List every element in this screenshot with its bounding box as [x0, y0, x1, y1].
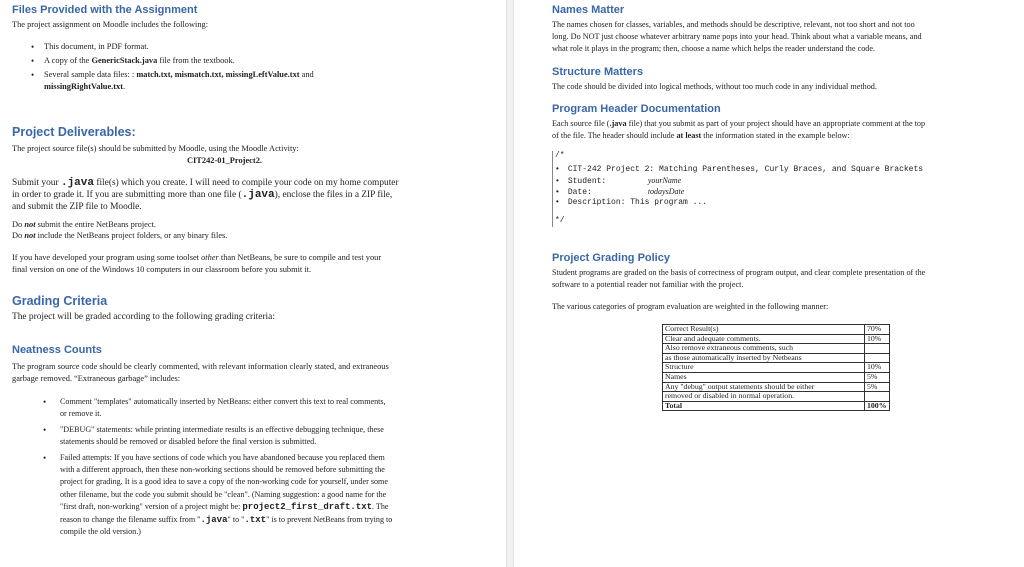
grading-category: as those automatically inserted by Netbeans [663, 353, 865, 363]
neatness-item-templates: • Comment "templates" automatically inserted by NetBeans: either convert this text to real comments, or remove it. [43, 397, 386, 419]
bullet-icon: • [31, 70, 35, 80]
grading-category: Total [663, 401, 865, 411]
code-line-student: • Student: yourName [555, 176, 682, 186]
grading-weight: 5% [865, 382, 890, 392]
grading-weight: 10% [865, 363, 890, 373]
grading-weight: 100% [865, 401, 890, 411]
right-page [514, 0, 1024, 567]
bullet-icon: • [43, 397, 47, 407]
deliverables-heading: Project Deliverables: [12, 125, 136, 139]
grading-table-row [663, 372, 890, 382]
policy-weights-intro: The various categories of program evaluation are weighted in the following manner: [552, 302, 829, 311]
grading-category: Structure [663, 363, 865, 373]
header-code-example: /* • CIT-242 Project 2: Matching Parentheses, Curly Braces, and Square Brackets • Student: yourName • Date: todaysDate • Description: This program ... */ [552, 151, 993, 227]
code-line-date: • Date: todaysDate [555, 187, 685, 197]
files-list [31, 41, 484, 93]
donot-project: Do not submit the entire NetBeans project. [12, 220, 157, 229]
bullet-icon: • [43, 452, 47, 463]
grading-weight [865, 392, 890, 402]
grading-category: Clear and adequate comments. [663, 334, 865, 344]
header-doc-text: Each source file (.java file) that you submit as part of your project should have an appropriate comment at the top of the file. The header should include at least the information stated in the example below: [552, 119, 926, 140]
grading-table-row [663, 363, 890, 373]
files-heading: Files Provided with the Assignment [12, 4, 198, 16]
neatness-text: The program source code should be clearly commented, with relevant information clearly stated, and extraneous garbage removed. “Extraneous garbage” includes: [12, 362, 389, 383]
code-line-description: • Description: This program ... [555, 198, 708, 207]
donot-folders: Do not include the NetBeans project folders, or any binary files. [12, 231, 228, 240]
page-gutter [506, 0, 514, 567]
neatness-heading: Neatness Counts [12, 344, 102, 356]
neatness-list [43, 396, 498, 538]
toolset-note: If you have developed your program using some toolset other than NetBeans, be sure to compile and test your final version on one of the Windows 10 computers in our classroom before you submit it. [12, 253, 382, 274]
bullet-icon: • [43, 424, 47, 435]
neatness-item-debug: • "DEBUG" statements: while printing intermediate results is an effective debugging technique, these statements should be removed or disabled before the final version is submitted. [43, 424, 384, 447]
policy-heading: Project Grading Policy [552, 252, 670, 264]
grading-weight: 70% [865, 325, 890, 335]
grading-table-row [663, 401, 890, 411]
structure-heading: Structure Matters [552, 66, 644, 78]
grading-weight [865, 344, 890, 354]
grading-table-row [663, 344, 890, 354]
deliverables-text: The project source file(s) should be submitted by Moodle, using the Moodle Activity: [12, 144, 299, 153]
files-item-stack: • A copy of the GenericStack.java file from the textbook. [31, 56, 235, 66]
grading-weight: 10% [865, 334, 890, 344]
grading-category: Any "debug" output statements should be either [663, 382, 865, 392]
grading-text: The project will be graded according to the following grading criteria: [12, 312, 275, 322]
grading-heading: Grading Criteria [12, 294, 108, 308]
structure-text: The code should be divided into logical methods, without too much code in any individual method. [552, 82, 877, 91]
names-heading: Names Matter [552, 4, 625, 16]
neatness-item-failed: • Failed attempts: If you have sections of code which you have abandoned because you replaced them with a different approach, then these non-working sections should be removed before submitting the project for grading. It is a good idea to save a copy of the non-working code for yourself, under some other filename, but the code you submit should be "clean". (Naming suggestion: a good name for the "first draft, non-working" version of a project might be: project2_first_draft.txt. The reason to change the filename suffix from ".java" to ".txt" is to prevent NetBeans from trying to compile the old version.) [43, 452, 393, 537]
grading-table [662, 324, 890, 411]
bullet-icon: • [31, 42, 35, 52]
grading-category: Correct Result(s) [663, 325, 865, 335]
header-doc-heading: Program Header Documentation [552, 103, 721, 115]
grading-category: Names [663, 372, 865, 382]
submit-instructions: Submit your .java file(s) which you create. I will need to compile your code on my home computer in order to grade it. If you are submitting more than one file (.java), enclose the files in a ZIP file, and submit the ZIP file to Moodle. [12, 177, 399, 212]
code-line-project: • CIT-242 Project 2: Matching Parentheses, Curly Braces, and Square Brackets [555, 165, 924, 174]
grading-table-row [663, 392, 890, 402]
grading-table-row [663, 353, 890, 363]
grading-category: Also remove extraneous comments, such [663, 344, 865, 354]
files-intro: The project assignment on Moodle includes the following: [12, 20, 209, 29]
grading-category: removed or disabled in normal operation. [663, 392, 865, 402]
files-item-data: • Several sample data files: : match.txt, mismatch.txt, missingLeftValue.txt and missingRightValue.txt. [31, 70, 314, 91]
grading-table-row [663, 325, 890, 335]
bullet-icon: • [31, 56, 35, 66]
names-text: The names chosen for classes, variables, and methods should be descriptive, relevant, not too short and not too long. Do NOT just choose whatever arbitrary name pops into your head. Think about what a variable means, and what role it plays in the program; then, choose a name which helps the reader understand the code. [552, 20, 922, 53]
files-item-pdf: • This document, in PDF format. [31, 42, 149, 52]
policy-text: Student programs are graded on the basis of correctness of program output, and clear complete presentation of the software to a potential reader not familiar with the project. [552, 268, 926, 289]
deliverables-activity: CIT242-01_Project2. [187, 156, 262, 165]
left-page [0, 0, 506, 567]
grading-weight: 5% [865, 372, 890, 382]
